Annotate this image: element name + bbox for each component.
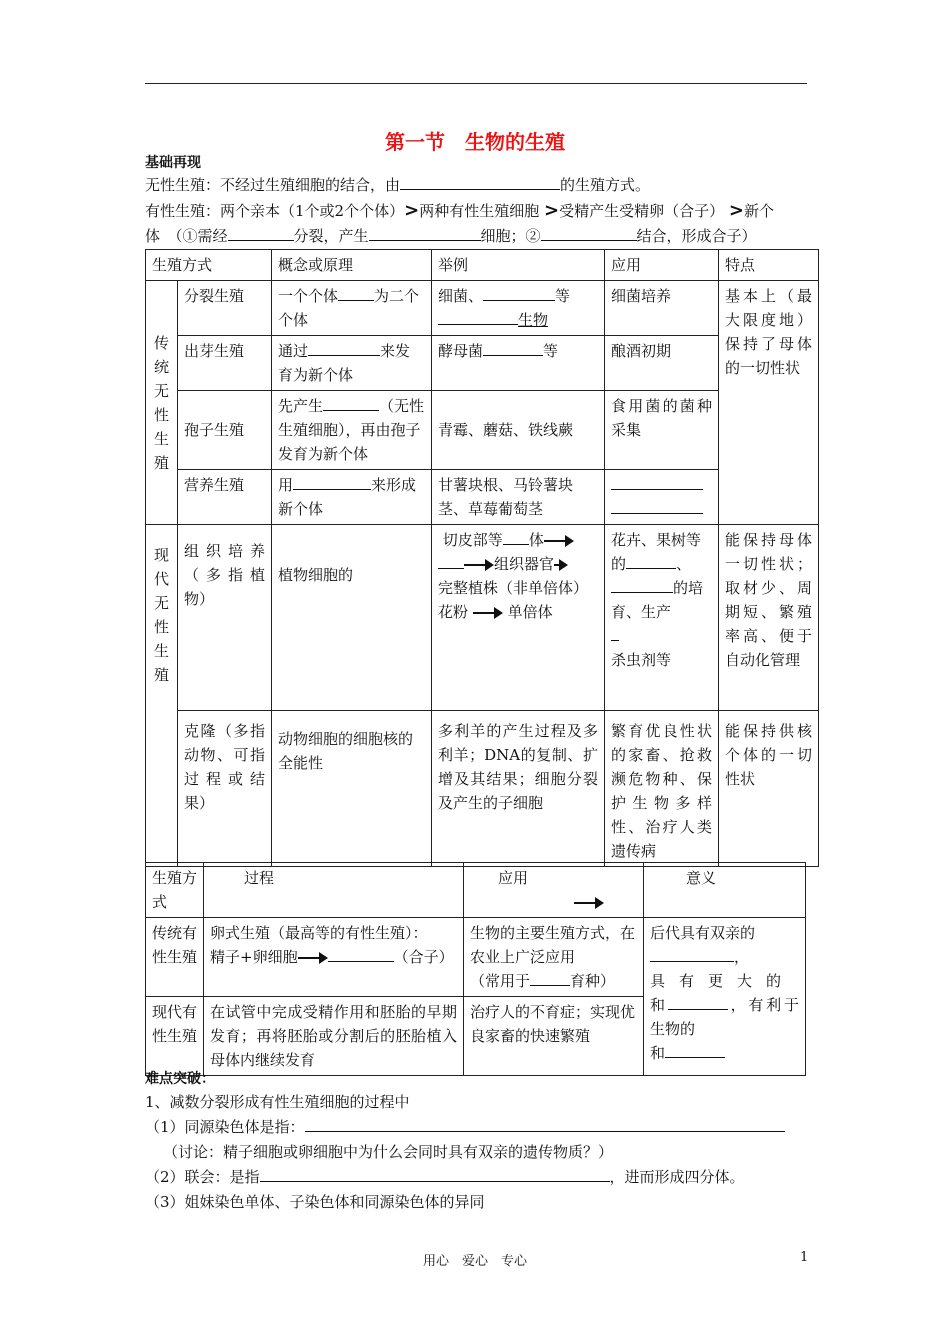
- text: 的培育、生产: [611, 579, 704, 621]
- text: 用: [278, 476, 294, 494]
- text: 细胞；②: [480, 227, 541, 245]
- sexual-definition: [145, 200, 774, 222]
- text: 组织器官: [494, 555, 555, 573]
- text: 一个个体: [278, 287, 339, 305]
- application-cell: 治疗人的不育症；实现优良家畜的快速繁殖: [464, 997, 644, 1076]
- table-row: [146, 281, 819, 336]
- application-cell: 繁育优良性状的家畜、抢救濒危物种、保护生物多样性、治疗人类遗传病: [605, 711, 719, 867]
- text: 新个: [743, 202, 774, 220]
- text: 受精产生受精卵（合子）: [559, 202, 725, 220]
- fill-blank: [323, 396, 379, 411]
- table-row: [146, 470, 819, 525]
- text: 结合，形成合子）: [636, 227, 757, 245]
- type-cell: 克隆（多指动物、可指过程或结果）: [178, 711, 272, 867]
- text: （2）联会：是指: [145, 1168, 260, 1186]
- text: 分裂，产生: [293, 227, 369, 245]
- text: 体 （①需经: [145, 227, 228, 245]
- text: 花粉: [438, 603, 469, 621]
- type-cell: 分裂生殖: [178, 281, 272, 336]
- arrow-icon: [298, 952, 328, 964]
- application-cell: 酿酒初期: [605, 336, 719, 391]
- fill-blank: [260, 1167, 610, 1182]
- type-cell: 营养生殖: [178, 470, 272, 525]
- text: ，有利于生物的: [650, 996, 799, 1038]
- text: 的生殖方式。: [560, 176, 651, 194]
- text: 和: [650, 996, 668, 1014]
- sexual-table: [145, 862, 806, 1076]
- fill-blank: [308, 341, 380, 356]
- concept-cell: [272, 391, 432, 470]
- concept-cell: [272, 470, 432, 525]
- header-cell: 生殖方式: [146, 863, 204, 918]
- table-header-row: [146, 863, 806, 918]
- trait-cell: 基本上（最大限度地）保持了母体的一切性状: [719, 281, 819, 525]
- text: 应用: [498, 869, 529, 887]
- question-1c: [145, 1166, 745, 1188]
- application-cell: [605, 470, 719, 525]
- section-heading-basics: 基础再现: [145, 155, 201, 171]
- application-cell: [464, 918, 644, 997]
- text: （无性生殖细胞），再由孢子发育为新个体: [278, 397, 425, 463]
- fill-blank: [483, 286, 555, 301]
- fill-blank: [483, 341, 543, 356]
- text: 生物: [518, 311, 549, 329]
- header-cell: 生殖方式: [146, 250, 272, 281]
- example-cell: 青霉、蘑菇、铁线蕨: [432, 391, 605, 470]
- type-cell: 现代有性生殖: [146, 997, 204, 1076]
- text: 单倍体: [507, 603, 553, 621]
- text: 有性生殖：两个亲本（1个或2个个体）: [145, 202, 405, 220]
- arrow-icon: >: [728, 200, 744, 221]
- concept-cell: 动物细胞的细胞核的全能性: [272, 711, 432, 867]
- header-cell: 概念或原理: [272, 250, 432, 281]
- group-label-modern: [146, 525, 178, 867]
- text: 先产生: [278, 397, 324, 415]
- example-cell: [432, 525, 605, 711]
- fill-blank: [611, 626, 619, 641]
- asexual-table: [145, 249, 819, 867]
- trait-cell: 能保持母体一切性状；取材少、周期短、繁殖率高、便于自动化管理: [719, 525, 819, 711]
- fill-blank: [541, 226, 637, 241]
- table-row: [146, 711, 819, 867]
- text: 具有更大的: [650, 972, 796, 990]
- text: 体: [528, 531, 544, 549]
- text: 杀虫剂等: [611, 651, 672, 669]
- text: 通过: [278, 342, 309, 360]
- fill-blank: [293, 475, 371, 490]
- page-footer: 用心 爱心 专心: [422, 1254, 527, 1269]
- header-cell: 过程: [204, 863, 464, 918]
- meaning-cell: [644, 918, 806, 1076]
- question-1: 1、减数分裂形成有性生殖细胞的过程中: [145, 1093, 410, 1111]
- fill-blank: [626, 554, 676, 569]
- page-number: 1: [800, 1250, 809, 1265]
- process-cell: [204, 918, 464, 997]
- text: （合子）: [393, 948, 454, 966]
- text: 花卉、果树等的: [611, 531, 702, 573]
- concept-cell: 植物细胞的: [272, 525, 432, 711]
- concept-cell: [272, 281, 432, 336]
- text: 卵式生殖（最高等的有性生殖）：: [210, 924, 428, 942]
- text: 无性生殖：不经过生殖细胞的结合，由: [145, 176, 401, 194]
- application-cell: 细菌培养: [605, 281, 719, 336]
- text: 来发育为新个体: [278, 342, 411, 384]
- text: 来形成新个体: [278, 476, 417, 518]
- text: 、: [676, 555, 692, 573]
- arrow-icon: [554, 559, 568, 571]
- header-cell: 应用: [605, 250, 719, 281]
- header-cell: [464, 863, 644, 918]
- section-heading-difficulties: 难点突破：: [145, 1071, 215, 1087]
- question-1-discussion: （讨论：精子细胞或卵细胞中为什么会同时具有双亲的遗传物质？）: [163, 1143, 614, 1161]
- question-1d: （3）姐妹染色单体、子染色体和同源染色体的异同: [145, 1193, 485, 1211]
- type-cell: 传统有性生殖: [146, 918, 204, 997]
- question-1a: [145, 1116, 785, 1138]
- arrow-icon: [574, 897, 604, 909]
- text: ，: [734, 948, 750, 966]
- sexual-definition-cont: [145, 225, 757, 247]
- example-cell: 甘薯块根、马铃薯块茎、草莓葡萄茎: [432, 470, 605, 525]
- type-cell: 出芽生殖: [178, 336, 272, 391]
- fill-blank: [328, 947, 394, 962]
- text: 和: [650, 1044, 666, 1062]
- text: 为二个个体: [278, 287, 420, 329]
- text: 切皮部等: [442, 531, 503, 549]
- example-cell: [432, 336, 605, 391]
- text: 细菌、: [438, 287, 484, 305]
- text: （1）同源染色体是指：: [145, 1118, 305, 1136]
- process-cell: 在试管中完成受精作用和胚胎的早期发育；再将胚胎或分割后的胚胎植入母体内继续发育: [204, 997, 464, 1076]
- fill-blank: [228, 226, 294, 241]
- text: 育种）: [570, 972, 616, 990]
- fill-blank: [611, 499, 703, 514]
- arrow-icon: >: [543, 200, 560, 221]
- header-rule: [145, 83, 807, 84]
- fill-blank: [611, 475, 703, 490]
- table-header-row: [146, 250, 819, 281]
- header-cell: 举例: [432, 250, 605, 281]
- arrow-icon: [473, 607, 503, 619]
- text: 后代具有双亲的: [650, 924, 756, 942]
- text: （常用于: [470, 972, 531, 990]
- page-title: 第一节 生物的生殖: [385, 130, 565, 154]
- fill-blank: [530, 971, 570, 986]
- text: 生物的主要生殖方式，在农业上广泛应用: [470, 924, 636, 966]
- fill-blank: [438, 554, 464, 569]
- arrow-icon: >: [404, 200, 420, 221]
- text: 完整植株（非单倍体）: [438, 579, 589, 597]
- asexual-definition: [145, 174, 650, 196]
- concept-cell: [272, 336, 432, 391]
- text: 等: [555, 287, 571, 305]
- table-row: [146, 336, 819, 391]
- group-text: 现 代 无 性 生 殖: [153, 546, 169, 684]
- text: ，进而形成四分体。: [609, 1168, 745, 1186]
- fill-blank: [665, 1043, 725, 1058]
- arrow-icon: [464, 559, 494, 571]
- fill-blank: [369, 226, 481, 241]
- group-text: 传 统 无 性 生 殖: [153, 333, 169, 472]
- text: 等: [543, 342, 559, 360]
- fill-blank: [668, 995, 728, 1010]
- table-row: [146, 391, 819, 470]
- type-cell: 组织培养（多指植物）: [178, 525, 272, 711]
- example-cell: 多利羊的产生过程及多利羊；DNA的复制、扩增及其结果；细胞分裂及产生的子细胞: [432, 711, 605, 867]
- fill-blank: [400, 175, 560, 190]
- trait-cell: 能保持供核个体的一切性状: [719, 711, 819, 867]
- fill-blank: [305, 1117, 785, 1132]
- text: 酵母菌: [438, 342, 484, 360]
- type-cell: 孢子生殖: [178, 391, 272, 470]
- header-cell: 特点: [719, 250, 819, 281]
- example-cell: [432, 281, 605, 336]
- fill-blank: [650, 947, 734, 962]
- fill-blank: [503, 530, 529, 545]
- header-cell: 意义: [644, 863, 806, 918]
- text: 两种有性生殖细胞: [419, 202, 540, 220]
- fill-blank: [611, 578, 673, 593]
- table-row: [146, 525, 819, 711]
- fill-blank: [438, 310, 518, 325]
- group-label-traditional: [146, 281, 178, 525]
- arrow-icon: [544, 535, 574, 547]
- table-row: [146, 918, 806, 997]
- text: 精子+卵细胞: [210, 948, 298, 966]
- application-cell: [605, 525, 719, 711]
- fill-blank: [338, 286, 374, 301]
- application-cell: 食用菌的菌种采集: [605, 391, 719, 470]
